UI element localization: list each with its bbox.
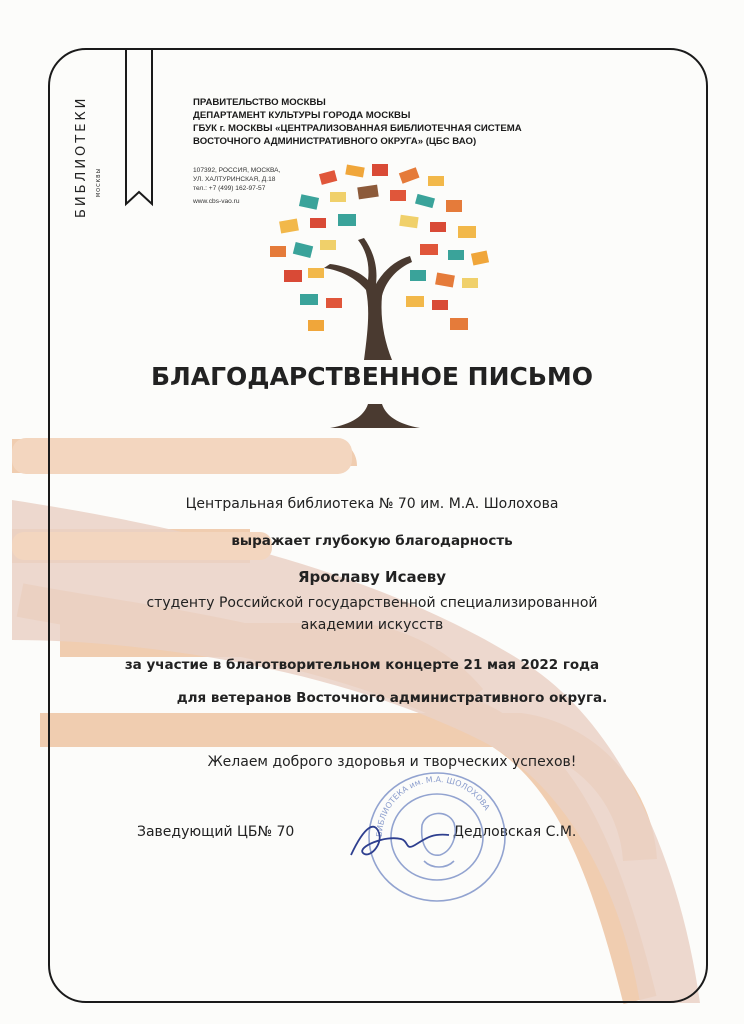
stamp-ring-text: БИБЛИОТЕКА им. М.А. ШОЛОХОВА — [374, 774, 492, 838]
tree-base-icon — [330, 404, 420, 428]
signer-role: Заведующий ЦБ№ 70 — [137, 824, 295, 840]
book-tree-illustration — [260, 160, 500, 360]
signature-mark — [345, 815, 455, 865]
recipient-name: Ярославу Исаеву — [297, 568, 447, 586]
signer-name: Дедловская С.М. — [453, 824, 577, 840]
address-line-1: 107392, РОССИЯ, МОСКВА, — [193, 167, 281, 174]
recipient-role-line-1: студенту Российской государственной специализированной — [146, 595, 598, 611]
header-line-1: ПРАВИТЕЛЬСТВО МОСКВЫ — [193, 97, 326, 108]
concert-text: за участие в благотворительном концерте 21 мая 2022 года — [124, 657, 600, 673]
header-line-2: ДЕПАРТАМЕНТ КУЛЬТУРЫ ГОРОДА МОСКВЫ — [193, 110, 411, 121]
address-website: www.cbs-vao.ru — [193, 198, 240, 205]
wish-text: Желаем доброго здоровья и творческих успехов! — [207, 754, 577, 770]
brand-name: БИБЛИОТЕКИ — [74, 95, 89, 218]
library-name: Центральная библиотека № 70 им. М.А. Шолохова — [185, 496, 559, 512]
organization-header — [193, 96, 613, 148]
address-line-2: УЛ. ХАЛТУРИНСКАЯ, Д.18 — [193, 176, 276, 183]
bookmark-icon — [124, 48, 154, 208]
veterans-text: для ветеранов Восточного административного округа. — [176, 690, 608, 706]
gratitude-text: выражает глубокую благодарность — [231, 533, 513, 549]
brand-logo — [74, 78, 114, 228]
header-line-3: ГБУК г. МОСКВЫ «ЦЕНТРАЛИЗОВАННАЯ БИБЛИОТЕЧНАЯ СИСТЕМА — [193, 123, 522, 134]
brand-sub: МОСКВЫ — [96, 168, 102, 198]
address-phone: тел.: +7 (499) 162-97-57 — [193, 185, 266, 192]
header-line-4: ВОСТОЧНОГО АДМИНИСТРАТИВНОГО ОКРУГА» (ЦБС ВАО) — [193, 136, 477, 147]
recipient-role-line-2: академии искусств — [300, 617, 444, 633]
document-title: БЛАГОДАРСТВЕННОЕ ПИСЬМО — [150, 362, 594, 391]
